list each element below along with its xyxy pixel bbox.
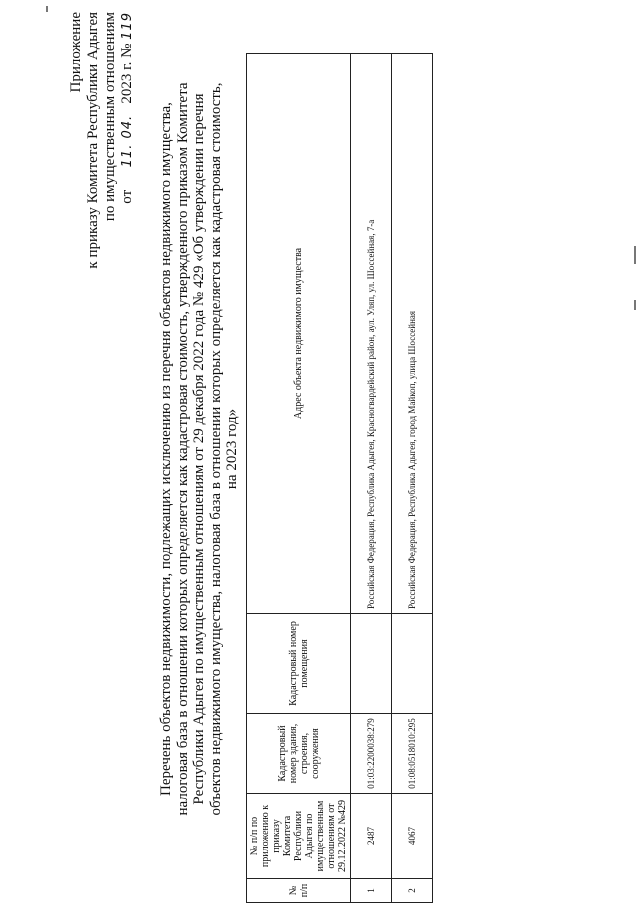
table-header-row bbox=[247, 54, 351, 903]
object-address: Российская Федерация, Республика Адыгея, Красногвардейский район, аул. Уляп, ул. Шоссейная, 7-а bbox=[351, 54, 392, 614]
handwritten-number: 119 bbox=[120, 12, 135, 40]
building-cadastral: 01:03:2200038:279 bbox=[351, 714, 392, 794]
column-header: Адрес объекта недвижимого имущества bbox=[247, 54, 351, 614]
column-header: Кадастровый номер помещения bbox=[247, 614, 351, 714]
row-number: 2 bbox=[392, 879, 433, 903]
column-header: № п/п bbox=[247, 879, 351, 903]
date-prefix: от bbox=[119, 189, 135, 204]
column-header: № п/п по приложению к приказу Комитета Республики Адыгея по имущественным отношениям от 29.12.2022 №429 bbox=[247, 794, 351, 879]
appendix-date-line bbox=[119, 12, 136, 269]
row-reference: 2487 bbox=[351, 794, 392, 879]
object-address: Российская Федерация, Республика Адыгея, город Майкоп, улица Шоссейная bbox=[392, 54, 433, 614]
table-row bbox=[351, 54, 392, 903]
date-suffix: 2023 г. № bbox=[119, 43, 135, 104]
table-row bbox=[392, 54, 433, 903]
appendix-label: Приложение bbox=[68, 12, 84, 93]
property-table bbox=[246, 53, 433, 903]
column-header: Кадастровый номер здания, строения, сооружения bbox=[247, 714, 351, 794]
row-number: 1 bbox=[351, 879, 392, 903]
appendix-header bbox=[68, 12, 136, 269]
building-cadastral: 01:08:0518010:295 bbox=[392, 714, 433, 794]
appendix-order-line: к приказу Комитета Республики Адыгея bbox=[85, 12, 101, 269]
room-cadastral bbox=[351, 614, 392, 714]
room-cadastral bbox=[392, 614, 433, 714]
appendix-committee-line: по имущественным отношениям bbox=[102, 12, 118, 222]
document-title: Перечень объектов недвижимости, подлежащих исключению из перечня объектов недвижимого имущества, налоговая база в отношении которых определяется как кадастровая стоимость, утвержденного приказом Комитета Республики Адыгея по имущественным отношениям от 29 декабря 2022 года № 429 «Об утверждении перечня объектов недвижимого имущества, налоговая база в отношении которых определяется как кадастровая стоимость, на 2023 год» bbox=[158, 82, 240, 816]
handwritten-date: 11. 04. bbox=[120, 114, 135, 168]
row-reference: 4067 bbox=[392, 794, 433, 879]
